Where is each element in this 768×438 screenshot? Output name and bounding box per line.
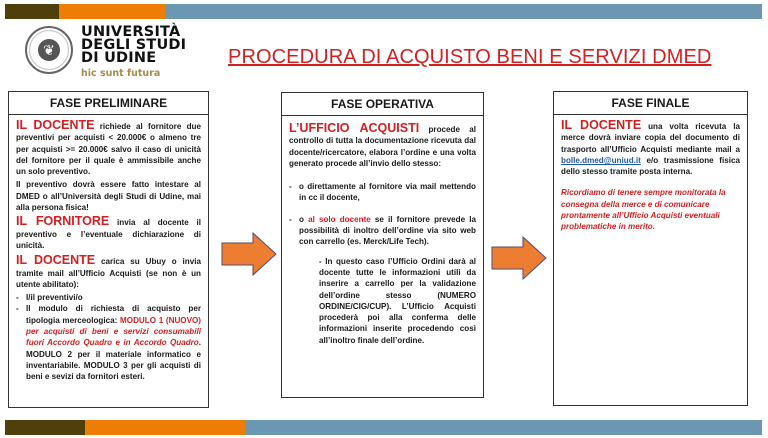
phase-finale-box bbox=[553, 113, 748, 406]
phase-text: e/o trasmissione fisica dello stesso tramite posta interna. bbox=[561, 155, 740, 177]
bar-segment-blue bbox=[165, 4, 762, 19]
phase-preliminare-header bbox=[8, 91, 209, 115]
bar-segment-blue bbox=[245, 420, 762, 435]
bar-segment-brown bbox=[5, 4, 59, 19]
list-item: - Il modulo di richiesta di acquisto per tipologia merceologica: MODULO 1 (NUOVO) per acquisti di beni e servizi consumabili fuori Accordo Quadro e in Accordo Quadro. MODULO 2 per il materiale informatico e inventariabile. MODULO 3 per gli acquisti di beni e sevizi da fornitori esteri. bbox=[16, 304, 201, 382]
list-item: - I/il preventivi/o bbox=[16, 293, 83, 303]
phase-text: carica su Ubuy o invia tramite mail all’Ufficio Acquisti (se non è un utente abilitato): bbox=[16, 257, 201, 289]
phase-operativa-header bbox=[281, 92, 484, 116]
actor-docente: IL DOCENTE bbox=[16, 118, 95, 132]
list-item: - o al solo docente se il fornitore prevede la possibilità di inoltro dell’ordine via sito web con carrello (es. Merck/Life Tech). bbox=[289, 214, 476, 247]
university-seal-icon bbox=[25, 26, 73, 74]
university-motto: hic sunt futura bbox=[81, 68, 161, 79]
page-title: PROCEDURA DI ACQUISTO BENI E SERVIZI DMED bbox=[228, 46, 712, 68]
phase-text: procede al controllo di tutta la documentazione ricevuta dal docente/ricercatore, elabora l’ordine e una volta generato procede all’invio dello stesso: bbox=[289, 125, 476, 168]
phase-text: invia al docente il preventivo e l’eventuale dichiarazione di unicità. bbox=[16, 218, 201, 250]
phase-title: FASE PRELIMINARE bbox=[49, 96, 168, 110]
eagle-emblem-icon: ❦ bbox=[38, 39, 60, 61]
actor-docente: IL DOCENTE bbox=[16, 253, 96, 268]
top-color-bar bbox=[5, 4, 762, 19]
phase-preliminare-box bbox=[8, 113, 209, 408]
bar-segment-orange bbox=[85, 420, 245, 435]
phase-finale-header bbox=[553, 91, 748, 115]
university-name-line-1: UNIVERSITÀ bbox=[81, 24, 181, 40]
phase-text: richiede al fornitore due preventivi per acquisti < 20.000€ o almeno tre per acquisti >= 20.000€ salvo il caso di unicità del fornitore per il quale è ammissibile anche un solo preventivo. bbox=[16, 122, 201, 177]
phase-operativa-box bbox=[281, 114, 484, 398]
al-solo-docente-highlight: al solo docente bbox=[308, 214, 371, 224]
actor-ufficio-acquisti: L’UFFICIO ACQUISTI bbox=[289, 121, 420, 135]
arrow-right-icon bbox=[491, 236, 547, 280]
phase-text: una volta ricevuta la merce dovrà inviare copia del documento di trasporto all’Ufficio Acquisti mediante mail a bbox=[561, 122, 740, 154]
university-name-line-2: DEGLI STUDI bbox=[81, 37, 187, 53]
phase-title: FASE OPERATIVA bbox=[331, 97, 434, 111]
modulo-1-highlight: MODULO 1 (NUOVO) bbox=[120, 315, 201, 325]
arrow-right-icon bbox=[221, 232, 277, 276]
actor-fornitore: IL FORNITORE bbox=[16, 214, 110, 229]
email-link[interactable]: bolle.dmed@uniud.it bbox=[561, 155, 641, 165]
bar-segment-brown bbox=[5, 420, 85, 435]
actor-docente: IL DOCENTE bbox=[561, 118, 642, 132]
sub-note: - In questo caso l’Ufficio Ordini darà al docente tutte le informazioni utili da inserire a carrello per la validazione dell’ordine stesso (NUMERO ORDINE/CIG/CUP). L’Ufficio Acquisti procederà poi alla conferma delle informazioni inserite procedendo così all’inoltro finale dell’ordine. bbox=[319, 256, 476, 345]
university-name-line-3: DI UDINE bbox=[81, 50, 157, 66]
phase-text: Il preventivo dovrà essere fatto intestare al DMED o all’Università degli Studi di Udine, mai alla persona fisica! bbox=[16, 180, 201, 213]
bar-segment-orange bbox=[59, 4, 165, 19]
reminder-note: Ricordiamo di tenere sempre monitorata la consegna della merce e di comunicare prontamente all’Ufficio Acquisti eventuali problematiche in merito. bbox=[561, 188, 726, 232]
bottom-color-bar bbox=[5, 420, 762, 435]
university-logo bbox=[25, 26, 186, 79]
phase-title: FASE FINALE bbox=[611, 96, 690, 110]
list-item: - o direttamente al fornitore via mail mettendo in cc il docente, bbox=[289, 182, 476, 203]
